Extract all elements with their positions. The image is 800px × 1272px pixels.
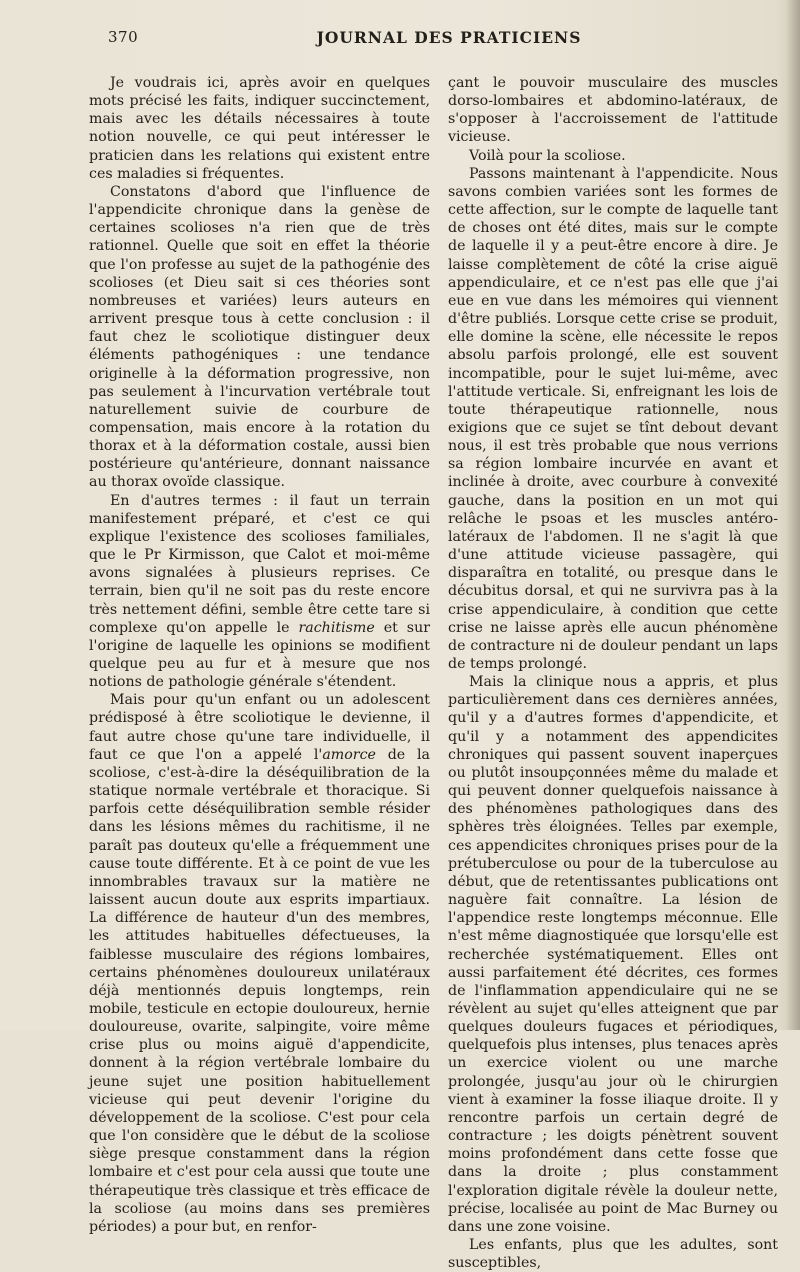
italic-term: amorce [322,746,376,763]
paragraph: Je voudrais ici, après avoir en quelques mots précisé les faits, indiquer succinctement, mais avec les détails nécessaires à toute notion nouvelle, ce qui peut intéresser le praticien dans les relations qui existent entre ces maladies si fréquentes. [89,75,430,182]
paragraph: Constatons d'abord que l'influence de l'appendicite chronique dans la genèse de certaines scolioses n'a rien que de très rationnel. Quelle que soit en effet la théorie que l'on professe au sujet de la pathogénie des scolioses (et Dieu sait si ces théories sont nombreuses et variées) leurs auteurs en arrivent presque tous à cette conclusion : il faut chez le scoliotique distinguer deux éléments pathogéniques : une tendance originelle à la déformation progressive, non pas seulement à l'incurvation vertébrale tout naturellement suivie de courbure de compensation, mais encore à la rotation du thorax et à la déformation costale, aussi bien postérieure qu'antérieure, donnant naissance au thorax ovoïde classique. [89,183,430,491]
paragraph-continuation: çant le pouvoir musculaire des muscles dorso-lombaires et abdomino-latéraux, de s'opposer à l'accroissement de l'attitude vicieuse. [448,75,778,146]
paragraph: Mais la clinique nous a appris, et plus particulièrement dans ces dernières années, qu'il y a d'autres formes d'appendicite, et qu'il y a notamment des appendicites chroniques qui passent souvent inaperçues ou plutôt insoupçonnées même du malade et qui peuvent donner quelquefois naissance à des phénomènes pathologiques dans des sphères très éloignées. Telles par exemple, ces appendicites chroniques prises pour de la prétuberculose ou pour de la tuberculose au début, que de retentissantes publications ont naguère fait connaître. La lésion de l'appendice reste longtemps méconnue. Elle n'est même diagnostiquée que lorsqu'elle est recherchée systématiquement. Elles ont aussi parfaitement été décrites, ces formes de l'inflammation appendiculaire qui ne se révèlent au sujet qu'elles atteignent que par quelques douleurs fugaces et périodiques, quelquefois plus intenses, plus tenaces après un exercice violent ou une marche prolongée, jusqu'au jour où le chirurgien vient à examiner la fosse iliaque droite. Il y rencontre parfois un certain degré de contracture ; les doigts pénètrent souvent moins profondément dans cette fosse que dans la droite ; plus constamment l'exploration digitale révèle la douleur nette, précise, localisée au point de Mac Burney ou dans une zone voisine. [448,674,778,1235]
page-header [108,28,790,50]
paragraph: En d'autres termes : il faut un terrain manifestement préparé, et c'est ce qui explique l'existence des scolioses familiales, que le Pr Kirmisson, que Calot et moi-même avons signalées à plusieurs reprises. Ce terrain, bien qu'il ne soit pas du reste encore très nettement défini, semble être cette tare si complexe qu'on appelle le rachitisme et sur l'origine de laquelle les opinions se modifient quelque peu au fur et à mesure que nos notions de pathologie générale s'étendent. [89,492,430,691]
page-number: 370 [108,28,139,46]
paragraph: Voilà pour la scoliose. [469,147,626,164]
paragraph: Mais pour qu'un enfant ou un adolescent prédisposé à être scoliotique le devienne, il faut autre chose qu'une tare individuelle, il faut ce que l'on a appelé l'amorce de la scoliose, c'est-à-dire la déséquilibration de la statique normale vertébrale et thoracique. Si parfois cette déséquilibration semble résider dans les lésions mêmes du rachitisme, il ne paraît pas douteux qu'elle a fréquemment une cause toute différente. Et à ce point de vue les innombrables travaux sur la matière ne laissent aucun doute aux esprits impartiaux. La différence de hauteur d'un des membres, les attitudes habituelles défectueuses, la faiblesse musculaire des régions lombaires, certains phénomènes douloureux unilatéraux déjà mentionnés depuis longtemps, rein mobile, testicule en ectopie douloureux, hernie douloureuse, ovarite, salpingite, voire même crise plus ou moins aiguë d'appendicite, donnent à la région vertébrale lombaire du jeune sujet une position habituellement vicieuse qui peut devenir l'origine du développement de la scoliose. C'est pour cela que l'on considère que le début de la scoliose siège presque constamment dans la région lombaire et c'est pour cela aussi que toute une thérapeutique très classique et très efficace de la scoliose (au moins dans ses premières périodes) a pour but, en renfor- [89,692,431,1235]
right-column [448,74,778,1272]
page-edge-shadow [786,0,800,1030]
italic-term: rachitisme [298,619,375,636]
paragraph: Les enfants, plus que les adultes, sont susceptibles, [448,1237,778,1272]
left-column [89,74,430,1236]
journal-title: JOURNAL DES PRATICIENS [316,28,582,47]
paragraph: Passons maintenant à l'appendicite. Nous savons combien variées sont les formes de cette affection, sur le compte de laquelle tant de choses ont été dites, mais sur le compte de laquelle il y a peut-être encore à dire. Je laisse complètement de côté la crise aiguë appendiculaire, et ce n'est pas elle que j'ai eue en vue dans les mémoires qui viennent d'être publiés. Lorsque cette crise se produit, elle domine la scène, elle nécessite le repos absolu parfois prolongé, elle est souvent incompatible, pour le sujet lui-même, avec l'attitude verticale. Si, enfreignant les lois de toute thérapeutique rationnelle, nous exigions que ce sujet se tînt debout devant nous, il est très probable que nous verrions sa région lombaire incurvée en avant et inclinée à droite, avec courbure à convexité gauche, dans la position en un mot qui relâche le psoas et les muscles antéro-latéraux de l'abdomen. Il ne s'agit là que d'une attitude vicieuse passagère, qui disparaîtra en totalité, ou presque dans le décubitus dorsal, et qui ne survivra pas à la crise appendiculaire, à condition que cette crise ne laisse après elle aucun phénomène de contracture ni de douleur pendant un laps de temps prolongé. [448,165,778,672]
